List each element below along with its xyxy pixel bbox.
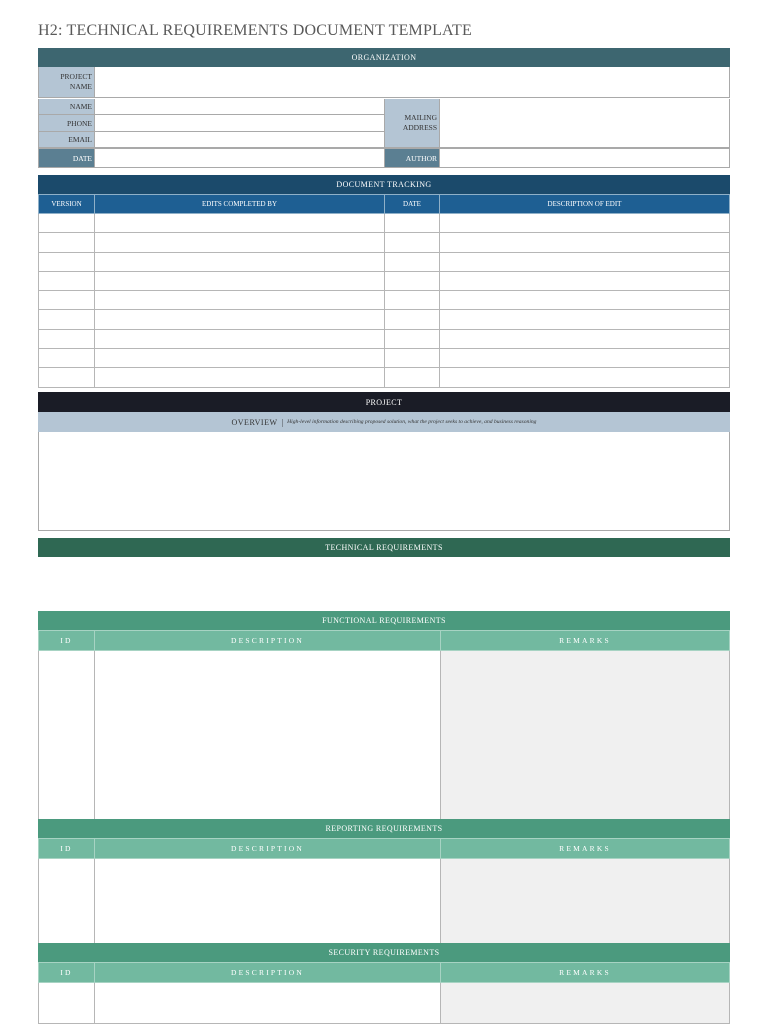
security-row — [39, 983, 730, 1024]
project-name-field[interactable] — [95, 67, 729, 97]
date-cell[interactable] — [385, 271, 440, 290]
overview-field[interactable] — [38, 432, 730, 531]
edits-completed-by-cell[interactable] — [95, 329, 385, 348]
col-version: VERSION — [39, 195, 95, 214]
col-description-of-edit: DESCRIPTION OF EDIT — [440, 195, 730, 214]
description-of-edit-cell[interactable] — [440, 368, 730, 387]
col-id: ID — [39, 631, 95, 651]
reporting-remarks-cell[interactable] — [441, 859, 730, 944]
overview-hint: High-level information describing proposed solution, what the project seeks to achieve, and business reasoning — [287, 419, 537, 425]
version-cell[interactable] — [39, 271, 95, 290]
phone-row — [39, 115, 385, 132]
project-name-label: PROJECT NAME — [39, 67, 95, 97]
col-remarks: REMARKS — [441, 963, 730, 983]
phone-label: PHONE — [39, 115, 95, 131]
date-cell[interactable] — [385, 291, 440, 310]
date-cell[interactable] — [385, 214, 440, 233]
description-of-edit-cell[interactable] — [440, 329, 730, 348]
project-header: PROJECT — [38, 392, 730, 412]
tracking-column-headers — [39, 195, 730, 214]
description-of-edit-cell[interactable] — [440, 252, 730, 271]
organization-header: ORGANIZATION — [38, 48, 730, 67]
email-row — [39, 132, 385, 147]
security-header: SECURITY REQUIREMENTS — [38, 943, 730, 962]
date-field[interactable] — [95, 149, 385, 167]
date-cell[interactable] — [385, 349, 440, 368]
overview-label: OVERVIEW — [231, 417, 278, 427]
contact-left — [39, 99, 385, 147]
reporting-section — [38, 819, 730, 944]
version-cell[interactable] — [39, 368, 95, 387]
functional-table — [38, 630, 730, 820]
functional-header: FUNCTIONAL REQUIREMENTS — [38, 611, 730, 630]
functional-section — [38, 611, 730, 820]
functional-description-cell[interactable] — [95, 651, 441, 820]
col-edits-completed-by: EDITS COMPLETED BY — [95, 195, 385, 214]
date-author-row — [38, 148, 730, 168]
description-of-edit-cell[interactable] — [440, 233, 730, 252]
description-of-edit-cell[interactable] — [440, 271, 730, 290]
col-remarks: REMARKS — [441, 631, 730, 651]
tracking-row — [39, 233, 730, 252]
author-label: AUTHOR — [385, 149, 440, 167]
tracking-row — [39, 310, 730, 329]
col-description: DESCRIPTION — [95, 839, 441, 859]
date-cell[interactable] — [385, 310, 440, 329]
col-date: DATE — [385, 195, 440, 214]
date-label: DATE — [39, 149, 95, 167]
security-remarks-cell[interactable] — [441, 983, 730, 1024]
reporting-table — [38, 838, 730, 944]
functional-remarks-cell[interactable] — [441, 651, 730, 820]
email-field[interactable] — [95, 132, 385, 147]
tracking-header: DOCUMENT TRACKING — [38, 175, 730, 194]
functional-column-headers — [39, 631, 730, 651]
date-cell[interactable] — [385, 252, 440, 271]
overview-separator: | — [281, 417, 284, 427]
name-label: NAME — [39, 99, 95, 114]
col-remarks: REMARKS — [441, 839, 730, 859]
contact-block — [38, 99, 730, 148]
edits-completed-by-cell[interactable] — [95, 349, 385, 368]
tracking-table — [38, 194, 730, 388]
security-id-cell[interactable] — [39, 983, 95, 1024]
tracking-row — [39, 252, 730, 271]
description-of-edit-cell[interactable] — [440, 214, 730, 233]
reporting-id-cell[interactable] — [39, 859, 95, 944]
mailing-address-label: MAILING ADDRESS — [385, 99, 440, 147]
description-of-edit-cell[interactable] — [440, 291, 730, 310]
tracking-row — [39, 291, 730, 310]
edits-completed-by-cell[interactable] — [95, 368, 385, 387]
version-cell[interactable] — [39, 214, 95, 233]
version-cell[interactable] — [39, 349, 95, 368]
tracking-section — [38, 175, 730, 388]
edits-completed-by-cell[interactable] — [95, 310, 385, 329]
security-table — [38, 962, 730, 1024]
col-id: ID — [39, 963, 95, 983]
security-section — [38, 943, 730, 1024]
project-section — [38, 392, 730, 531]
version-cell[interactable] — [39, 329, 95, 348]
edits-completed-by-cell[interactable] — [95, 291, 385, 310]
col-id: ID — [39, 839, 95, 859]
date-cell[interactable] — [385, 329, 440, 348]
document-title: H2: TECHNICAL REQUIREMENTS DOCUMENT TEMPLATE — [38, 22, 472, 39]
name-row — [39, 99, 385, 115]
email-label: EMAIL — [39, 132, 95, 147]
description-of-edit-cell[interactable] — [440, 349, 730, 368]
tracking-row — [39, 271, 730, 290]
organization-section — [38, 48, 730, 168]
functional-row — [39, 651, 730, 820]
description-of-edit-cell[interactable] — [440, 310, 730, 329]
date-cell[interactable] — [385, 233, 440, 252]
author-field[interactable] — [440, 149, 729, 167]
tracking-row — [39, 368, 730, 387]
col-description: DESCRIPTION — [95, 963, 441, 983]
version-cell[interactable] — [39, 233, 95, 252]
reporting-column-headers — [39, 839, 730, 859]
functional-id-cell[interactable] — [39, 651, 95, 820]
date-cell[interactable] — [385, 368, 440, 387]
version-cell[interactable] — [39, 252, 95, 271]
edits-completed-by-cell[interactable] — [95, 214, 385, 233]
reporting-row — [39, 859, 730, 944]
edits-completed-by-cell[interactable] — [95, 252, 385, 271]
security-column-headers — [39, 963, 730, 983]
technical-header: TECHNICAL REQUIREMENTS — [38, 538, 730, 557]
reporting-description-cell[interactable] — [95, 859, 441, 944]
tracking-row — [39, 214, 730, 233]
reporting-header: REPORTING REQUIREMENTS — [38, 819, 730, 838]
mailing-address-field[interactable] — [440, 99, 729, 147]
name-field[interactable] — [95, 99, 385, 114]
security-description-cell[interactable] — [95, 983, 441, 1024]
col-description: DESCRIPTION — [95, 631, 441, 651]
edits-completed-by-cell[interactable] — [95, 233, 385, 252]
project-name-row — [38, 67, 730, 98]
phone-field[interactable] — [95, 115, 385, 131]
overview-band — [38, 412, 730, 432]
edits-completed-by-cell[interactable] — [95, 271, 385, 290]
technical-section — [38, 538, 730, 557]
tracking-row — [39, 349, 730, 368]
version-cell[interactable] — [39, 291, 95, 310]
tracking-row — [39, 329, 730, 348]
version-cell[interactable] — [39, 310, 95, 329]
